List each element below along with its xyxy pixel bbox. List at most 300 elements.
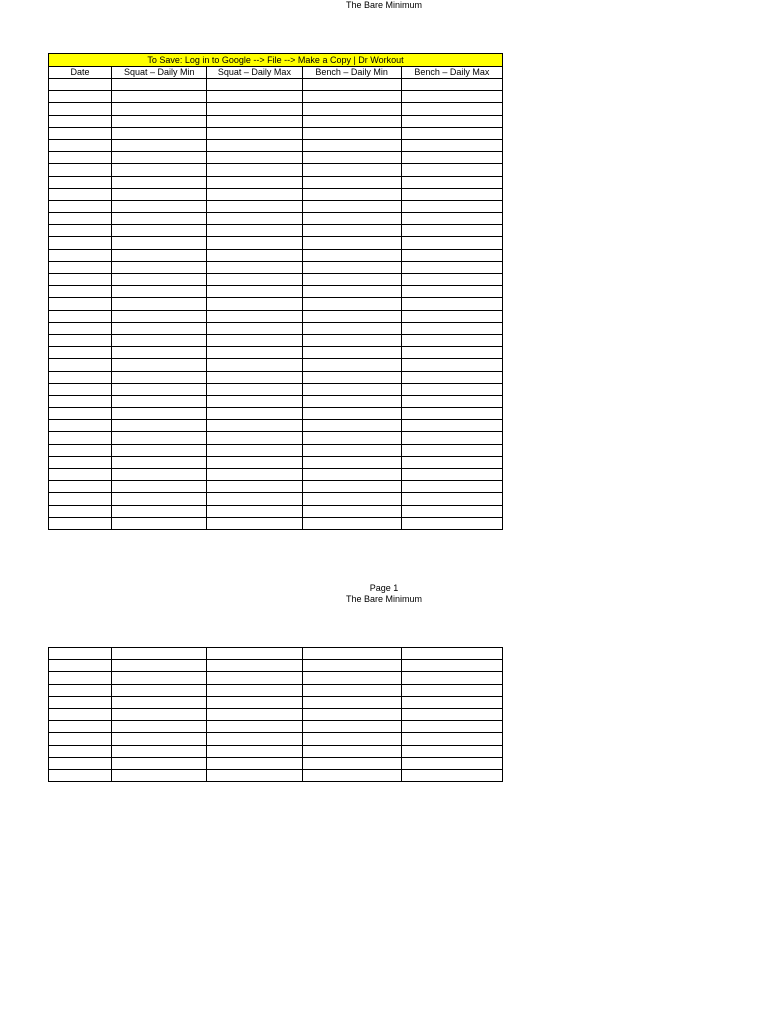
- log-cell-squat-min[interactable]: [112, 395, 207, 407]
- table-row: [49, 444, 503, 456]
- table-row: [49, 708, 503, 720]
- log-cell-squat-min[interactable]: [112, 79, 207, 91]
- table-row: [49, 648, 503, 660]
- table-row: [49, 91, 503, 103]
- log-cell-bench-min[interactable]: [302, 298, 401, 310]
- log-cell-bench-min[interactable]: [302, 708, 401, 720]
- page1-rows: [49, 79, 503, 530]
- log-cell-date[interactable]: [49, 225, 112, 237]
- table-row: [49, 696, 503, 708]
- log-cell-date[interactable]: [49, 347, 112, 359]
- log-cell-squat-min[interactable]: [112, 648, 207, 660]
- column-header-squat-min: Squat – Daily Min: [112, 67, 207, 79]
- log-cell-squat-max[interactable]: [207, 164, 302, 176]
- log-cell-squat-max[interactable]: [207, 456, 302, 468]
- log-cell-squat-max[interactable]: [207, 420, 302, 432]
- log-cell-squat-max[interactable]: [207, 176, 302, 188]
- log-cell-bench-max[interactable]: [401, 708, 502, 720]
- log-cell-bench-min[interactable]: [302, 648, 401, 660]
- log-cell-bench-max[interactable]: [401, 225, 502, 237]
- log-cell-date[interactable]: [49, 359, 112, 371]
- log-cell-bench-max[interactable]: [401, 359, 502, 371]
- log-cell-date[interactable]: [49, 322, 112, 334]
- log-cell-bench-min[interactable]: [302, 237, 401, 249]
- log-cell-bench-min[interactable]: [302, 359, 401, 371]
- table-row: [49, 721, 503, 733]
- log-cell-bench-min[interactable]: [302, 79, 401, 91]
- log-cell-bench-max[interactable]: [401, 249, 502, 261]
- log-cell-date[interactable]: [49, 432, 112, 444]
- log-cell-squat-max[interactable]: [207, 115, 302, 127]
- log-cell-bench-max[interactable]: [401, 696, 502, 708]
- log-cell-date[interactable]: [49, 152, 112, 164]
- log-cell-bench-min[interactable]: [302, 139, 401, 151]
- table-row: [49, 225, 503, 237]
- log-cell-bench-max[interactable]: [401, 79, 502, 91]
- page1-header: The Bare Minimum: [345, 0, 423, 10]
- log-cell-bench-min[interactable]: [302, 383, 401, 395]
- log-cell-date[interactable]: [49, 237, 112, 249]
- log-cell-bench-max[interactable]: [401, 660, 502, 672]
- log-cell-squat-min[interactable]: [112, 493, 207, 505]
- log-cell-bench-max[interactable]: [401, 493, 502, 505]
- log-cell-squat-max[interactable]: [207, 708, 302, 720]
- table-row: [49, 237, 503, 249]
- log-cell-bench-min[interactable]: [302, 91, 401, 103]
- log-cell-bench-max[interactable]: [401, 103, 502, 115]
- table-row: [49, 371, 503, 383]
- log-cell-bench-min[interactable]: [302, 225, 401, 237]
- log-cell-squat-min[interactable]: [112, 225, 207, 237]
- log-cell-squat-max[interactable]: [207, 286, 302, 298]
- log-cell-bench-min[interactable]: [302, 395, 401, 407]
- table-row: [49, 757, 503, 769]
- log-cell-date[interactable]: [49, 298, 112, 310]
- table-row: [49, 672, 503, 684]
- log-cell-bench-max[interactable]: [401, 481, 502, 493]
- log-cell-bench-min[interactable]: [302, 334, 401, 346]
- log-cell-bench-min[interactable]: [302, 261, 401, 273]
- log-cell-squat-max[interactable]: [207, 672, 302, 684]
- log-cell-bench-min[interactable]: [302, 322, 401, 334]
- log-cell-date[interactable]: [49, 249, 112, 261]
- log-cell-bench-min[interactable]: [302, 420, 401, 432]
- log-cell-squat-min[interactable]: [112, 334, 207, 346]
- log-cell-date[interactable]: [49, 672, 112, 684]
- log-cell-date[interactable]: [49, 127, 112, 139]
- table-row: [49, 152, 503, 164]
- table-row: [49, 249, 503, 261]
- table-row: [49, 127, 503, 139]
- log-cell-date[interactable]: [49, 310, 112, 322]
- table-row: [49, 274, 503, 286]
- log-cell-date[interactable]: [49, 103, 112, 115]
- log-cell-bench-min[interactable]: [302, 493, 401, 505]
- log-cell-bench-max[interactable]: [401, 286, 502, 298]
- log-cell-squat-max[interactable]: [207, 79, 302, 91]
- log-cell-squat-min[interactable]: [112, 152, 207, 164]
- table-row: [49, 213, 503, 225]
- log-cell-squat-max[interactable]: [207, 481, 302, 493]
- log-cell-squat-max[interactable]: [207, 261, 302, 273]
- log-cell-squat-min[interactable]: [112, 696, 207, 708]
- column-header-squat-max: Squat – Daily Max: [207, 67, 302, 79]
- log-cell-bench-max[interactable]: [401, 757, 502, 769]
- log-cell-squat-max[interactable]: [207, 408, 302, 420]
- log-cell-squat-max[interactable]: [207, 696, 302, 708]
- table-row: [49, 745, 503, 757]
- log-cell-squat-min[interactable]: [112, 176, 207, 188]
- log-cell-date[interactable]: [49, 444, 112, 456]
- table-row: [49, 469, 503, 481]
- page2-rows: [49, 648, 503, 782]
- log-cell-squat-max[interactable]: [207, 684, 302, 696]
- log-cell-squat-max[interactable]: [207, 103, 302, 115]
- log-cell-bench-min[interactable]: [302, 757, 401, 769]
- log-cell-squat-max[interactable]: [207, 757, 302, 769]
- table-row: [49, 347, 503, 359]
- log-cell-squat-max[interactable]: [207, 660, 302, 672]
- table-row: [49, 286, 503, 298]
- log-cell-bench-max[interactable]: [401, 684, 502, 696]
- log-cell-bench-min[interactable]: [302, 721, 401, 733]
- log-cell-date[interactable]: [49, 213, 112, 225]
- log-cell-squat-min[interactable]: [112, 420, 207, 432]
- log-cell-squat-max[interactable]: [207, 298, 302, 310]
- table-row: [49, 310, 503, 322]
- log-cell-bench-min[interactable]: [302, 469, 401, 481]
- table-row: [49, 359, 503, 371]
- log-cell-date[interactable]: [49, 188, 112, 200]
- log-cell-squat-max[interactable]: [207, 395, 302, 407]
- log-cell-date[interactable]: [49, 696, 112, 708]
- log-cell-date[interactable]: [49, 286, 112, 298]
- log-cell-date[interactable]: [49, 733, 112, 745]
- table-row: [49, 769, 503, 781]
- log-cell-date[interactable]: [49, 383, 112, 395]
- log-cell-date[interactable]: [49, 769, 112, 781]
- table-row: [49, 684, 503, 696]
- table-row: [49, 103, 503, 115]
- log-cell-squat-max[interactable]: [207, 721, 302, 733]
- log-cell-date[interactable]: [49, 115, 112, 127]
- log-cell-date[interactable]: [49, 261, 112, 273]
- log-cell-bench-max[interactable]: [401, 383, 502, 395]
- log-cell-squat-max[interactable]: [207, 274, 302, 286]
- log-cell-squat-max[interactable]: [207, 383, 302, 395]
- log-cell-bench-min[interactable]: [302, 745, 401, 757]
- table-row: [49, 395, 503, 407]
- log-cell-bench-min[interactable]: [302, 733, 401, 745]
- log-cell-date[interactable]: [49, 505, 112, 517]
- table-row: [49, 481, 503, 493]
- log-cell-squat-max[interactable]: [207, 493, 302, 505]
- log-cell-squat-min[interactable]: [112, 310, 207, 322]
- table-row: [49, 334, 503, 346]
- log-cell-squat-min[interactable]: [112, 408, 207, 420]
- table-row: [49, 733, 503, 745]
- log-cell-squat-min[interactable]: [112, 371, 207, 383]
- log-cell-bench-min[interactable]: [302, 684, 401, 696]
- log-cell-date[interactable]: [49, 757, 112, 769]
- page2-header: The Bare Minimum: [345, 594, 423, 604]
- log-cell-bench-max[interactable]: [401, 648, 502, 660]
- log-cell-bench-min[interactable]: [302, 347, 401, 359]
- log-cell-bench-min[interactable]: [302, 505, 401, 517]
- log-cell-bench-min[interactable]: [302, 696, 401, 708]
- log-cell-squat-max[interactable]: [207, 733, 302, 745]
- log-cell-bench-min[interactable]: [302, 371, 401, 383]
- table-row: [49, 660, 503, 672]
- log-cell-squat-max[interactable]: [207, 444, 302, 456]
- log-cell-squat-min[interactable]: [112, 708, 207, 720]
- table-row: [49, 164, 503, 176]
- log-cell-squat-min[interactable]: [112, 347, 207, 359]
- log-cell-squat-min[interactable]: [112, 359, 207, 371]
- table-row: [49, 200, 503, 212]
- log-cell-bench-max[interactable]: [401, 310, 502, 322]
- log-cell-bench-max[interactable]: [401, 115, 502, 127]
- log-cell-bench-min[interactable]: [302, 274, 401, 286]
- log-cell-squat-max[interactable]: [207, 188, 302, 200]
- log-cell-squat-min[interactable]: [112, 432, 207, 444]
- log-cell-squat-max[interactable]: [207, 152, 302, 164]
- log-cell-squat-max[interactable]: [207, 91, 302, 103]
- table-row: [49, 456, 503, 468]
- log-cell-bench-min[interactable]: [302, 249, 401, 261]
- log-cell-squat-max[interactable]: [207, 371, 302, 383]
- log-cell-squat-max[interactable]: [207, 432, 302, 444]
- log-cell-squat-max[interactable]: [207, 237, 302, 249]
- log-cell-squat-max[interactable]: [207, 648, 302, 660]
- table-row: [49, 139, 503, 151]
- log-cell-date[interactable]: [49, 139, 112, 151]
- log-cell-bench-max[interactable]: [401, 237, 502, 249]
- log-cell-squat-min[interactable]: [112, 188, 207, 200]
- column-header-bench-min: Bench – Daily Min: [302, 67, 401, 79]
- log-cell-date[interactable]: [49, 274, 112, 286]
- table-row: [49, 176, 503, 188]
- log-cell-squat-min[interactable]: [112, 213, 207, 225]
- log-cell-squat-min[interactable]: [112, 115, 207, 127]
- log-cell-squat-max[interactable]: [207, 310, 302, 322]
- log-cell-squat-min[interactable]: [112, 733, 207, 745]
- log-cell-bench-max[interactable]: [401, 769, 502, 781]
- log-cell-squat-min[interactable]: [112, 298, 207, 310]
- log-cell-squat-min[interactable]: [112, 91, 207, 103]
- log-cell-squat-min[interactable]: [112, 769, 207, 781]
- log-cell-squat-min[interactable]: [112, 444, 207, 456]
- table-row: [49, 188, 503, 200]
- log-cell-squat-min[interactable]: [112, 261, 207, 273]
- log-cell-squat-max[interactable]: [207, 359, 302, 371]
- log-cell-bench-max[interactable]: [401, 672, 502, 684]
- log-cell-date[interactable]: [49, 395, 112, 407]
- log-cell-bench-max[interactable]: [401, 152, 502, 164]
- log-cell-bench-min[interactable]: [302, 660, 401, 672]
- log-cell-bench-min[interactable]: [302, 517, 401, 529]
- log-cell-squat-max[interactable]: [207, 769, 302, 781]
- log-cell-squat-min[interactable]: [112, 164, 207, 176]
- log-cell-date[interactable]: [49, 721, 112, 733]
- log-cell-bench-min[interactable]: [302, 432, 401, 444]
- log-cell-squat-min[interactable]: [112, 505, 207, 517]
- log-cell-date[interactable]: [49, 469, 112, 481]
- log-cell-bench-min[interactable]: [302, 164, 401, 176]
- log-cell-bench-max[interactable]: [401, 408, 502, 420]
- log-cell-squat-max[interactable]: [207, 139, 302, 151]
- log-cell-date[interactable]: [49, 517, 112, 529]
- log-cell-squat-min[interactable]: [112, 517, 207, 529]
- log-cell-squat-min[interactable]: [112, 660, 207, 672]
- log-cell-bench-max[interactable]: [401, 261, 502, 273]
- log-cell-bench-min[interactable]: [302, 769, 401, 781]
- log-cell-date[interactable]: [49, 456, 112, 468]
- log-cell-date[interactable]: [49, 91, 112, 103]
- log-cell-bench-min[interactable]: [302, 481, 401, 493]
- table-row: [49, 322, 503, 334]
- log-cell-bench-max[interactable]: [401, 721, 502, 733]
- log-cell-bench-max[interactable]: [401, 176, 502, 188]
- log-cell-bench-max[interactable]: [401, 420, 502, 432]
- log-cell-bench-min[interactable]: [302, 286, 401, 298]
- log-cell-date[interactable]: [49, 420, 112, 432]
- log-cell-bench-max[interactable]: [401, 322, 502, 334]
- log-cell-squat-min[interactable]: [112, 456, 207, 468]
- log-cell-squat-max[interactable]: [207, 334, 302, 346]
- table-row: [49, 505, 503, 517]
- log-cell-squat-min[interactable]: [112, 672, 207, 684]
- log-cell-bench-min[interactable]: [302, 200, 401, 212]
- log-cell-squat-min[interactable]: [112, 200, 207, 212]
- log-cell-bench-min[interactable]: [302, 176, 401, 188]
- log-cell-bench-max[interactable]: [401, 347, 502, 359]
- workout-log-table: [48, 53, 503, 530]
- table-row: [49, 420, 503, 432]
- log-cell-date[interactable]: [49, 200, 112, 212]
- log-cell-squat-max[interactable]: [207, 469, 302, 481]
- log-cell-date[interactable]: [49, 481, 112, 493]
- log-cell-squat-min[interactable]: [112, 127, 207, 139]
- log-cell-squat-max[interactable]: [207, 200, 302, 212]
- log-cell-bench-max[interactable]: [401, 371, 502, 383]
- log-cell-bench-min[interactable]: [302, 444, 401, 456]
- table-row: [49, 493, 503, 505]
- log-cell-squat-min[interactable]: [112, 684, 207, 696]
- log-cell-squat-min[interactable]: [112, 286, 207, 298]
- log-cell-squat-min[interactable]: [112, 757, 207, 769]
- log-cell-squat-min[interactable]: [112, 745, 207, 757]
- log-cell-bench-max[interactable]: [401, 469, 502, 481]
- log-cell-bench-min[interactable]: [302, 115, 401, 127]
- page-number: Page 1: [369, 583, 399, 593]
- log-cell-squat-min[interactable]: [112, 469, 207, 481]
- log-cell-date[interactable]: [49, 371, 112, 383]
- log-cell-date[interactable]: [49, 493, 112, 505]
- log-cell-bench-max[interactable]: [401, 745, 502, 757]
- log-cell-bench-max[interactable]: [401, 395, 502, 407]
- log-cell-date[interactable]: [49, 176, 112, 188]
- log-cell-date[interactable]: [49, 660, 112, 672]
- log-cell-squat-max[interactable]: [207, 745, 302, 757]
- log-cell-bench-max[interactable]: [401, 505, 502, 517]
- table-row: [49, 298, 503, 310]
- log-cell-squat-max[interactable]: [207, 225, 302, 237]
- log-cell-date[interactable]: [49, 164, 112, 176]
- log-cell-date[interactable]: [49, 408, 112, 420]
- log-cell-date[interactable]: [49, 79, 112, 91]
- log-cell-bench-max[interactable]: [401, 213, 502, 225]
- log-cell-squat-max[interactable]: [207, 505, 302, 517]
- table-row: [49, 261, 503, 273]
- log-cell-date[interactable]: [49, 745, 112, 757]
- log-cell-squat-min[interactable]: [112, 139, 207, 151]
- log-cell-squat-min[interactable]: [112, 237, 207, 249]
- table-row: [49, 383, 503, 395]
- log-cell-date[interactable]: [49, 648, 112, 660]
- log-cell-bench-min[interactable]: [302, 152, 401, 164]
- log-cell-bench-min[interactable]: [302, 103, 401, 115]
- log-cell-bench-max[interactable]: [401, 200, 502, 212]
- table-row: [49, 432, 503, 444]
- log-cell-squat-max[interactable]: [207, 347, 302, 359]
- log-cell-bench-max[interactable]: [401, 188, 502, 200]
- log-cell-bench-max[interactable]: [401, 274, 502, 286]
- log-cell-bench-max[interactable]: [401, 733, 502, 745]
- table-row: [49, 408, 503, 420]
- log-cell-squat-min[interactable]: [112, 249, 207, 261]
- log-cell-bench-max[interactable]: [401, 456, 502, 468]
- log-cell-squat-min[interactable]: [112, 383, 207, 395]
- log-cell-squat-min[interactable]: [112, 481, 207, 493]
- save-instructions-banner: To Save: Log in to Google --> File --> Make a Copy | Dr Workout: [49, 54, 503, 67]
- log-cell-bench-min[interactable]: [302, 408, 401, 420]
- log-cell-bench-min[interactable]: [302, 188, 401, 200]
- log-cell-bench-max[interactable]: [401, 164, 502, 176]
- table-row: [49, 517, 503, 529]
- log-cell-bench-min[interactable]: [302, 127, 401, 139]
- workout-log-table-continued: [48, 647, 503, 782]
- column-header-date: Date: [49, 67, 112, 79]
- log-cell-bench-max[interactable]: [401, 517, 502, 529]
- log-cell-bench-max[interactable]: [401, 432, 502, 444]
- log-cell-bench-max[interactable]: [401, 444, 502, 456]
- table-row: [49, 79, 503, 91]
- log-cell-bench-max[interactable]: [401, 298, 502, 310]
- log-cell-squat-max[interactable]: [207, 249, 302, 261]
- log-cell-squat-max[interactable]: [207, 127, 302, 139]
- log-cell-squat-max[interactable]: [207, 213, 302, 225]
- log-cell-bench-max[interactable]: [401, 91, 502, 103]
- log-cell-bench-min[interactable]: [302, 456, 401, 468]
- log-cell-squat-min[interactable]: [112, 322, 207, 334]
- log-cell-bench-min[interactable]: [302, 672, 401, 684]
- log-cell-squat-min[interactable]: [112, 274, 207, 286]
- log-cell-squat-min[interactable]: [112, 721, 207, 733]
- log-cell-squat-max[interactable]: [207, 517, 302, 529]
- log-cell-bench-min[interactable]: [302, 213, 401, 225]
- table-row: [49, 115, 503, 127]
- log-cell-bench-max[interactable]: [401, 334, 502, 346]
- log-cell-squat-min[interactable]: [112, 103, 207, 115]
- log-cell-date[interactable]: [49, 334, 112, 346]
- log-cell-bench-max[interactable]: [401, 139, 502, 151]
- log-cell-bench-min[interactable]: [302, 310, 401, 322]
- log-cell-date[interactable]: [49, 708, 112, 720]
- log-cell-squat-max[interactable]: [207, 322, 302, 334]
- log-cell-bench-max[interactable]: [401, 127, 502, 139]
- log-cell-date[interactable]: [49, 684, 112, 696]
